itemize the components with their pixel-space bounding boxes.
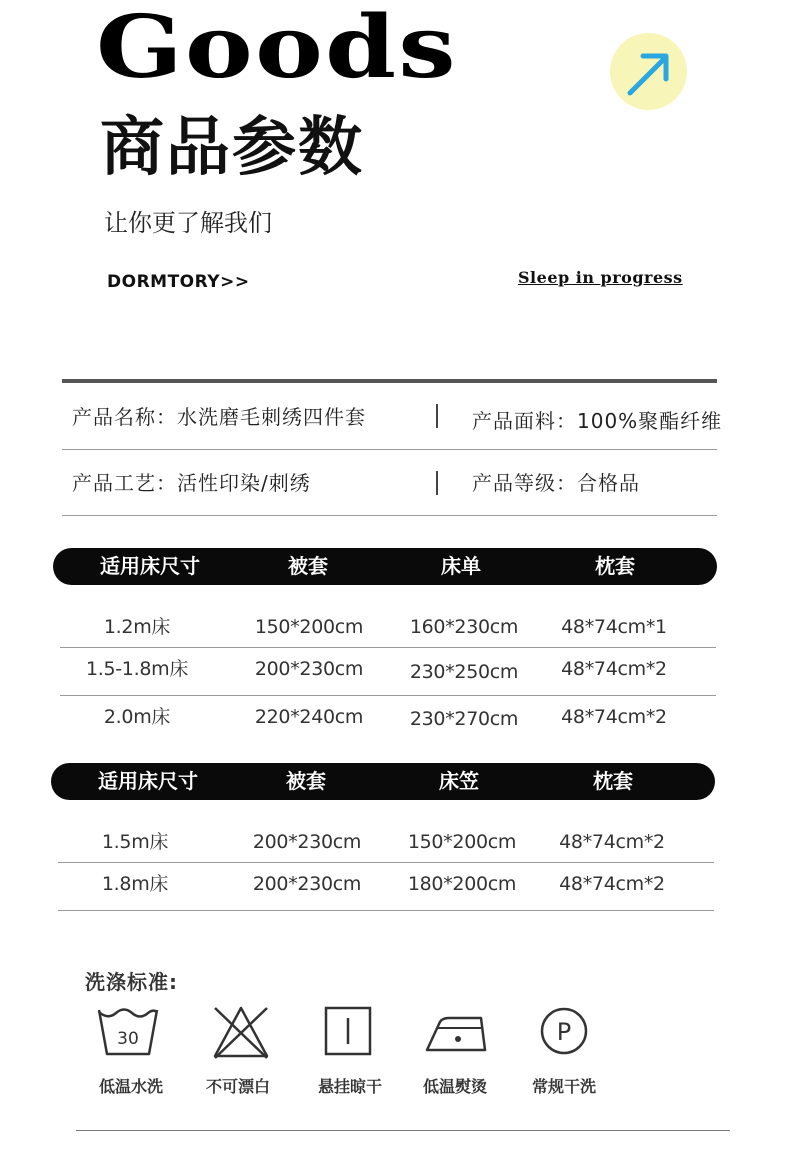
- hang-dry-icon: [316, 1004, 380, 1060]
- table2-row1-fitted: 150*200cm: [407, 831, 517, 853]
- divider: [62, 449, 717, 450]
- divider-thick: [62, 379, 717, 383]
- table2-row2-pillow: 48*74cm*2: [559, 873, 665, 895]
- hero-title-en: Goods: [96, 0, 458, 98]
- row-divider: [58, 862, 714, 863]
- table1-row1-size: 1.2m床: [103, 616, 171, 638]
- arrow-up-right-icon: [610, 33, 687, 110]
- tagline: Sleep in progress: [518, 268, 683, 287]
- product-grade: 产品等级：合格品: [472, 471, 640, 495]
- table2-row1-duvet: 200*230cm: [252, 831, 362, 853]
- wash-label-hang-dry: 悬挂晾干: [317, 1077, 382, 1096]
- no-bleach-icon: [209, 1004, 273, 1060]
- table1-row2-pillow: 48*74cm*2: [561, 658, 667, 680]
- dry-clean-letter: P: [556, 1018, 572, 1046]
- header-pillowcase: 枕套: [595, 554, 635, 578]
- table2-header: [51, 763, 715, 800]
- row-divider: [60, 647, 716, 648]
- wash-label-no-bleach: 不可漂白: [205, 1077, 270, 1096]
- bottom-divider: [76, 1130, 730, 1131]
- header-bed-size: 适用床尺寸: [98, 769, 198, 793]
- table2-row1-size: 1.5m床: [101, 831, 169, 853]
- divider: [62, 515, 717, 516]
- arrow-button[interactable]: [610, 33, 687, 110]
- table1-row3-duvet: 220*240cm: [254, 706, 364, 728]
- table2-row2-size: 1.8m床: [101, 873, 169, 895]
- header-duvet: 被套: [288, 554, 328, 578]
- dry-clean-p-icon: [532, 1004, 596, 1060]
- product-craft: 产品工艺：活性印染/刺绣: [72, 471, 311, 495]
- header-pillowcase: 枕套: [593, 769, 633, 793]
- table1-row2-size: 1.5-1.8m床: [85, 658, 189, 680]
- wash-30-icon: [96, 1004, 160, 1060]
- subtitle: 让你更了解我们: [104, 209, 272, 237]
- header-bed-size: 适用床尺寸: [100, 554, 200, 578]
- row-divider: [60, 695, 716, 696]
- product-name: 产品名称：水洗磨毛刺绣四件套: [72, 405, 366, 429]
- table1-header: [53, 548, 717, 585]
- wash-label-low-iron: 低温熨烫: [422, 1077, 487, 1096]
- header-fitted-sheet: 床笠: [439, 769, 479, 793]
- column-separator: [436, 404, 438, 428]
- row-divider: [58, 910, 714, 911]
- table1-row2-duvet: 200*230cm: [254, 658, 364, 680]
- wash-title: 洗涤标准:: [85, 970, 178, 994]
- table1-row1-sheet: 160*230cm: [409, 616, 519, 638]
- table2-row2-fitted: 180*200cm: [407, 873, 517, 895]
- table2-row1-pillow: 48*74cm*2: [559, 831, 665, 853]
- wash-label-low-temp: 低温水洗: [98, 1077, 163, 1096]
- table1-row3-sheet: 230*270cm: [409, 708, 519, 730]
- column-separator: [436, 471, 438, 495]
- wash-temp-label: 30: [117, 1029, 139, 1049]
- product-fabric: 产品面料：100%聚酯纤维: [472, 409, 723, 433]
- hero-title-cn: 商品参数: [100, 111, 364, 185]
- table1-row1-duvet: 150*200cm: [254, 616, 364, 638]
- table1-row3-pillow: 48*74cm*2: [561, 706, 667, 728]
- table1-row1-pillow: 48*74cm*1: [561, 616, 667, 638]
- header-sheet: 床单: [441, 554, 481, 578]
- table1-row3-size: 2.0m床: [103, 706, 171, 728]
- table2-row2-duvet: 200*230cm: [252, 873, 362, 895]
- dormtory-link[interactable]: DORMTORY>>: [107, 272, 250, 292]
- table1-row2-sheet: 230*250cm: [409, 661, 519, 683]
- wash-label-dry-clean: 常规干洗: [531, 1077, 596, 1096]
- header-duvet: 被套: [286, 769, 326, 793]
- low-iron-icon: [423, 1004, 487, 1060]
